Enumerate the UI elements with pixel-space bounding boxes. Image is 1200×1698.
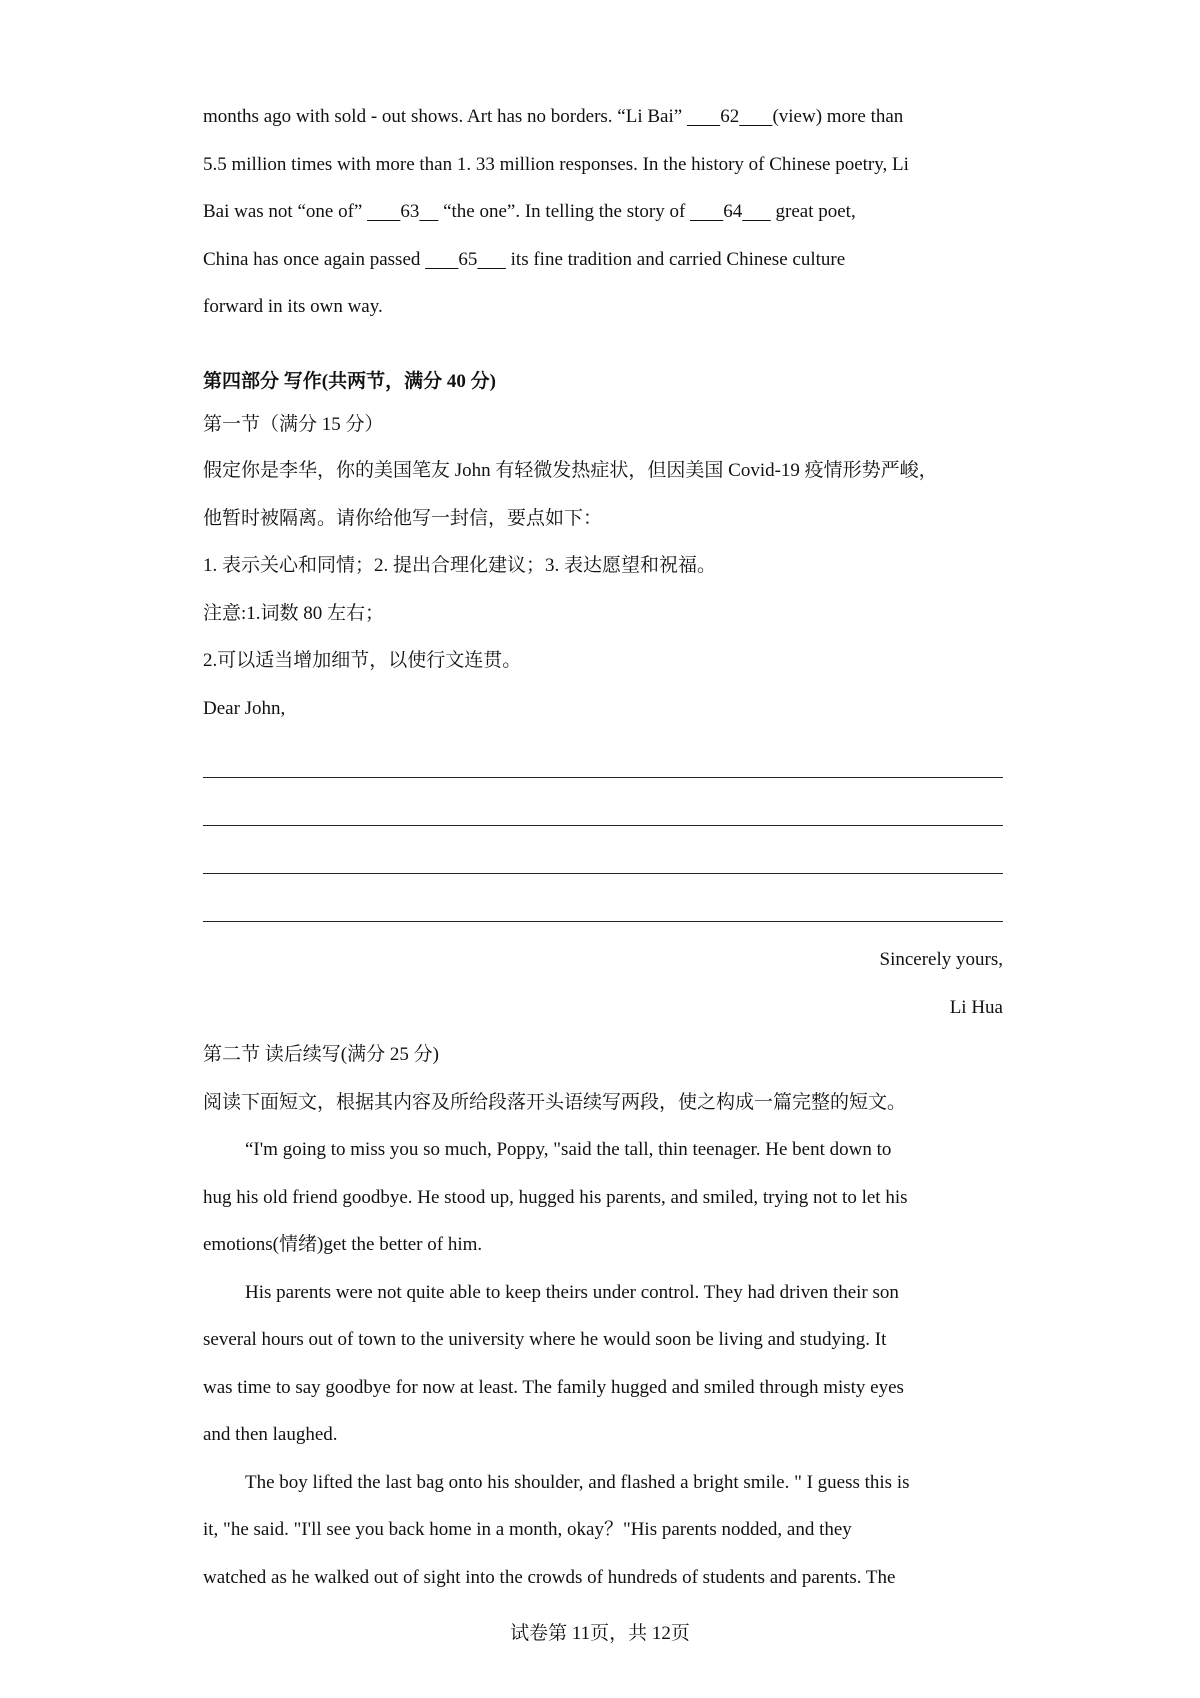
blank-63 (367, 201, 438, 222)
section2-instructions: 阅读下面短文，根据其内容及所给段落开头语续写两段，使之构成一篇完整的短文。 (203, 1091, 907, 1113)
story-line: emotions(情绪)get the better of him. (203, 1234, 483, 1255)
writing-line[interactable] (203, 777, 1003, 778)
story-line: hug his old friend goodbye. He stood up, hugged his parents, and smiled, trying not to let his (203, 1186, 908, 1208)
story-line: “I'm going to miss you so much, Poppy, "said the tall, thin teenager. He bent down to (245, 1139, 892, 1160)
blank-number: 62 (720, 106, 740, 127)
prompt-points: 1. 表示关心和同情；2. 提出合理化建议；3. 表达愿望和祝福。 (203, 555, 717, 576)
passage-line: forward in its own way. (203, 296, 383, 317)
passage-text: Bai was not “one of” (203, 201, 368, 222)
prompt-line: 假定你是李华，你的美国笔友 John 有轻微发热症状，但因美国 Covid-19 疫情形势严峻， (203, 460, 938, 481)
blank-65 (425, 249, 506, 270)
passage-line (203, 93, 1003, 141)
story-line: and then laughed. (203, 1424, 338, 1445)
letter-closing-block (203, 936, 1003, 1126)
story (203, 1126, 1003, 1601)
blank-number: 65 (458, 248, 478, 270)
section1-body (203, 447, 1003, 732)
prompt-line: 他暂时被隔离。请你给他写一封信，要点如下： (203, 507, 603, 529)
writing-line[interactable] (203, 825, 1003, 826)
passage-line (203, 236, 1003, 284)
letter-greeting: Dear John, (203, 697, 286, 719)
passage-line (203, 188, 1003, 236)
passage-text: its fine tradition and carried Chinese culture (505, 248, 846, 270)
blank-64 (690, 201, 771, 222)
blank-number: 63 (400, 201, 420, 222)
story-line: it, "he said. "I'll see you back home in a month, okay？"His parents nodded, and they (203, 1519, 852, 1540)
writing-line[interactable] (203, 873, 1003, 874)
blank-number: 64 (723, 201, 743, 222)
story-line: several hours out of town to the university where he would soon be living and studying. It (203, 1329, 887, 1350)
passage-line: 5.5 million times with more than 1. 33 million responses. In the history of Chinese poetry, Li (203, 153, 909, 175)
story-line: was time to say goodbye for now at least. The family hugged and smiled through misty eyes (203, 1376, 904, 1398)
letter-signature: Li Hua (949, 996, 1003, 1018)
passage-text: great poet, (770, 201, 856, 222)
passage-text: “the one”. In telling the story of (438, 201, 691, 222)
passage-end (203, 93, 1003, 331)
passage-text: (view) more than (772, 106, 904, 127)
story-line: His parents were not quite able to keep theirs under control. They had driven their son (245, 1281, 899, 1303)
note-line: 注意:1.词数 80 左右； (203, 602, 385, 624)
letter-closing: Sincerely yours, (879, 949, 1003, 970)
section2-title: 第二节 读后续写(满分 25 分) (203, 1044, 439, 1065)
writing-line[interactable] (203, 921, 1003, 922)
passage-text: months ago with sold - out shows. Art has no borders. “Li Bai” (203, 106, 687, 127)
section1-title: 第一节（满分 15 分） (203, 414, 384, 435)
page-footer: 试卷第 11页，共 12页 (510, 1623, 690, 1644)
blank-62 (687, 106, 773, 127)
story-line: watched as he walked out of sight into the crowds of hundreds of students and parents. The (203, 1566, 896, 1588)
note-line: 2.可以适当增加细节，以使行文连贯。 (203, 650, 522, 671)
part4-title: 第四部分 写作(共两节，满分 40 分) (203, 371, 496, 392)
story-line: The boy lifted the last bag onto his shoulder, and flashed a bright smile. " I guess this is (245, 1471, 910, 1493)
passage-text: China has once again passed (203, 248, 426, 270)
